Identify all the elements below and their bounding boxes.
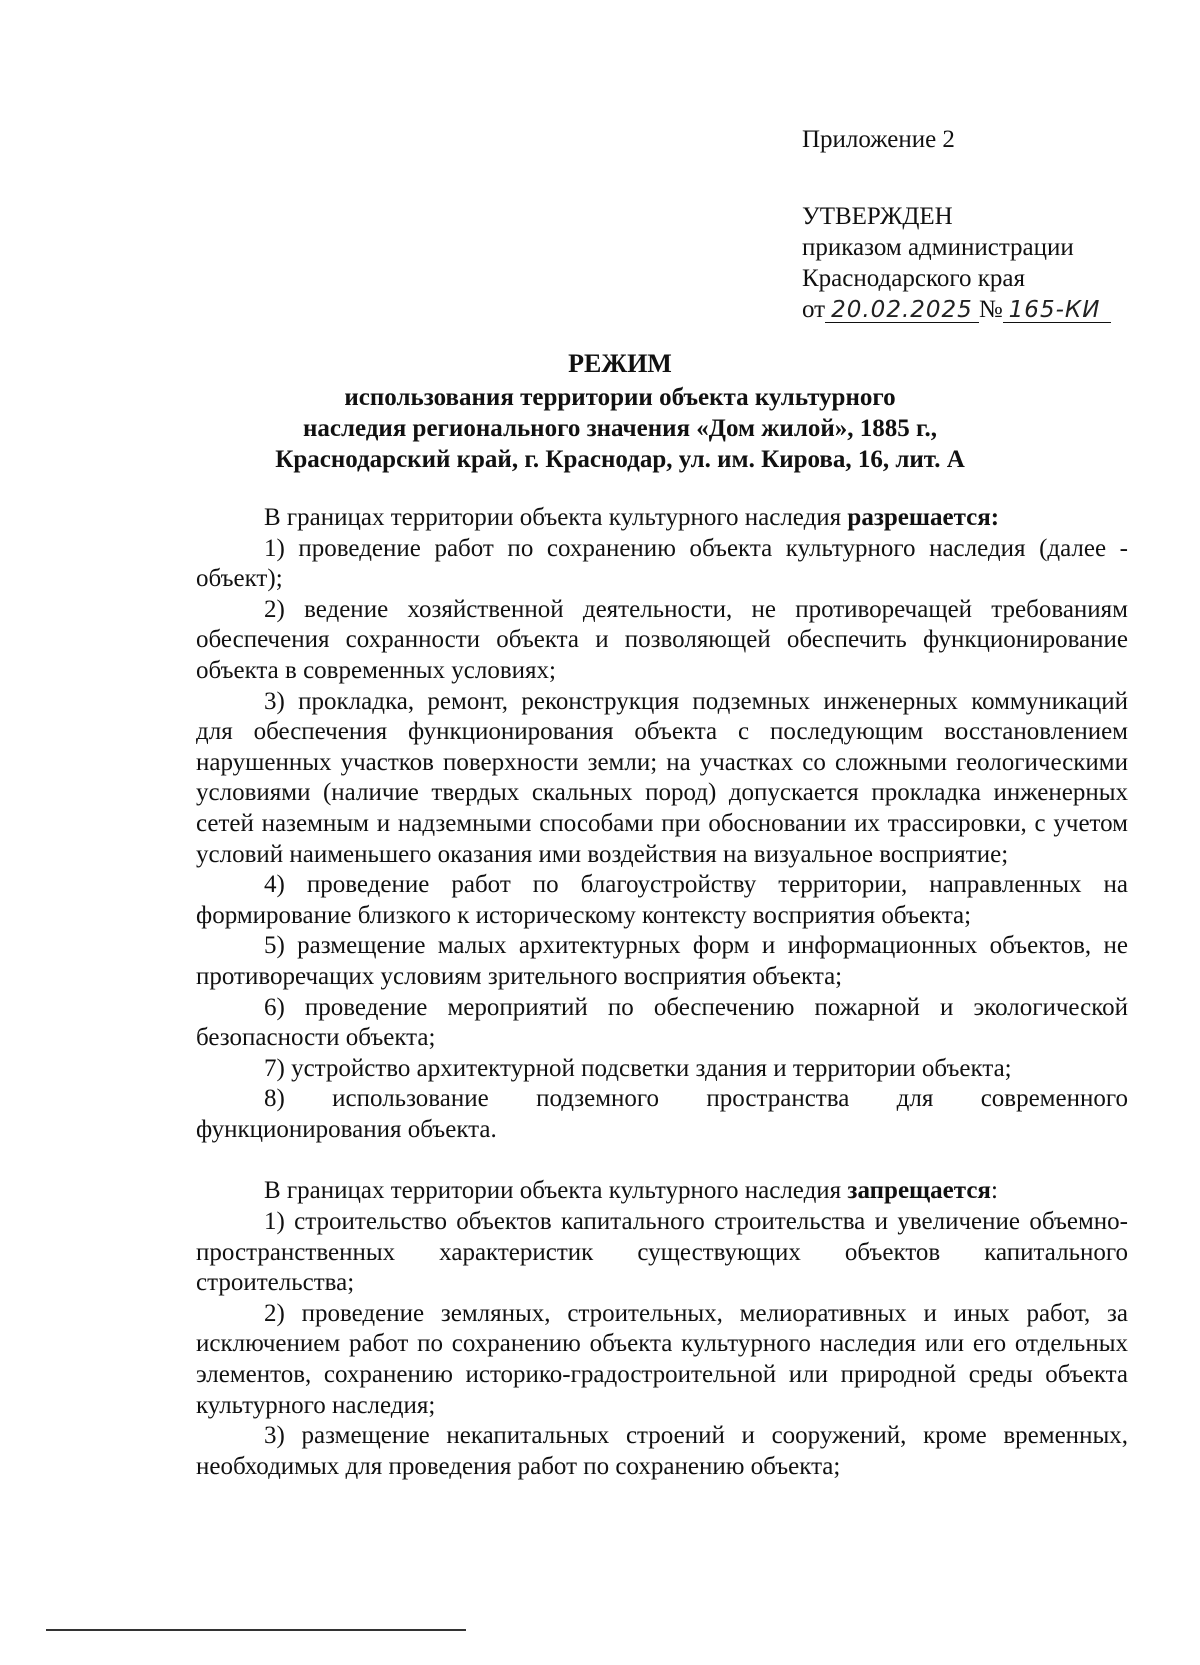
- prohibited-item: 2) проведение земляных, строительных, мелиоративных и иных работ, за исключением работ по сохранению объекта культурного наследия или его отдельных элементов, сохранению историко-градостроительной или природной среды объекта культурного наследия;: [196, 1299, 1128, 1419]
- allowed-item: 5) размещение малых архитектурных форм и информационных объектов, не противоречащих условиям зрительного восприятия объекта;: [196, 932, 1128, 990]
- allowed-item: 8) использование подземного пространства для современного функционирования объекта.: [196, 1085, 1128, 1143]
- document-body: [196, 503, 1128, 1482]
- date-prefix: от: [802, 296, 826, 323]
- prohibited-intro: В границах территории объекта культурного наследия запрещается:: [264, 1177, 998, 1205]
- approval-line-2: Краснодарского края: [802, 265, 1025, 292]
- title-line-4: Краснодарский край, г. Краснодар, ул. им. Кирова, 16, лит. А: [275, 446, 965, 473]
- allowed-item: 1) проведение работ по сохранению объекта культурного наследия (далее - объект);: [196, 534, 1128, 593]
- approved-label: УТВЕРЖДЕН: [802, 203, 953, 230]
- allowed-item: 6) проведение мероприятий по обеспечению пожарной и экологической безопасности объекта;: [196, 993, 1128, 1052]
- title-line-2: использования территории объекта культурного: [344, 384, 896, 411]
- footer-divider: [46, 1629, 466, 1631]
- approval-date-line: [802, 294, 1172, 325]
- allowed-item: 4) проведение работ по благоустройству территории, направленных на формирование близкого к историческому контексту восприятия объекта;: [196, 871, 1128, 929]
- approval-line-1: приказом администрации: [802, 234, 1074, 261]
- document-title: [190, 348, 1050, 475]
- allowed-item: 7) устройство архитектурной подсветки здания и территории объекта;: [264, 1054, 1012, 1082]
- number-prefix: №: [978, 296, 1003, 323]
- prohibited-item: 1) строительство объектов капитального строительства и увеличение объемно-пространственных характеристик существующих объектов капитального строительства;: [196, 1208, 1128, 1297]
- section-gap: [196, 1145, 1128, 1176]
- allowed-item: 2) ведение хозяйственной деятельности, не противоречащей требованиям обеспечения сохранности объекта и позволяющей обеспечить функционирование объекта в современных условиях;: [196, 595, 1128, 684]
- handwritten-date: 20.02.2025: [825, 298, 979, 323]
- title-line-3: наследия регионального значения «Дом жилой», 1885 г.,: [302, 415, 938, 442]
- title-line-1: РЕЖИМ: [568, 349, 672, 378]
- allowed-intro: В границах территории объекта культурного наследия разрешается:: [264, 504, 1000, 531]
- handwritten-number: 165-КИ: [1003, 298, 1111, 323]
- allowed-keyword: разрешается:: [847, 504, 1000, 531]
- prohibited-keyword: запрещается: [847, 1177, 991, 1205]
- prohibited-item: 3) размещение некапитальных строений и сооружений, кроме временных, необходимых для проведения работ по сохранению объекта;: [196, 1422, 1128, 1480]
- annex-label: Приложение 2: [802, 126, 955, 153]
- allowed-item: 3) прокладка, ремонт, реконструкция подземных инженерных коммуникаций для обеспечения функционирования объекта с последующим восстановлением нарушенных участков поверхности земли; на участках со сложными геологическими условиями (наличие твердых скальных пород) допускается прокладка инженерных сетей наземным и надземными способами при обосновании их трассировки, с учетом условий наименьшего оказания ими воздействия на визуальное восприятие;: [196, 687, 1128, 868]
- approval-block: [802, 124, 1172, 325]
